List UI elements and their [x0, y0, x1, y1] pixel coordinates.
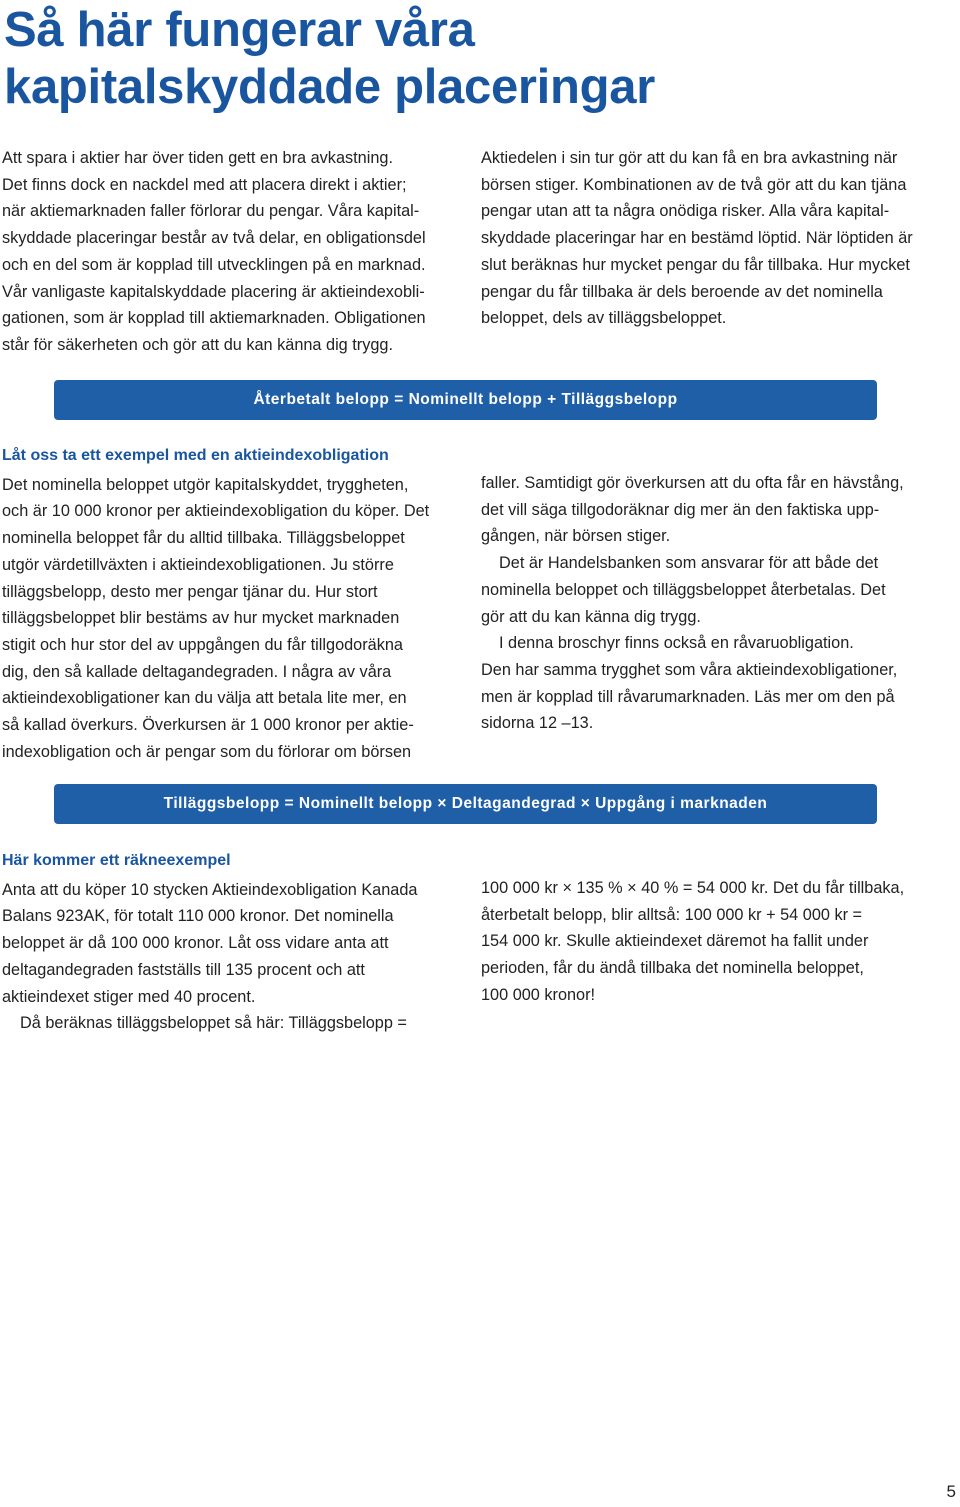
example-heading: Låt oss ta ett exempel med en aktieindexobligation	[2, 447, 389, 464]
example-right-paragraph-3: I denna broschyr finns också en råvaruobligation. Den har samma trygghet som våra aktieindexobligationer, men är kopplad till råvarumarknaden. Läs mer om den på sidorna 12 –13.	[481, 634, 898, 733]
example-left-column	[2, 443, 452, 765]
formula-repaid-amount: Återbetalt belopp = Nominellt belopp + Tilläggsbelopp	[54, 380, 877, 420]
example-right-column	[481, 470, 931, 737]
calc-left-column	[2, 848, 452, 1037]
formula-additional-amount: Tilläggsbelopp = Nominellt belopp × Deltagandegrad × Uppgång i marknaden	[54, 784, 877, 824]
calc-left-paragraph-1: Anta att du köper 10 stycken Aktieindexobligation Kanada Balans 923AK, för totalt 110 000 kronor. Det nominella beloppet är då 100 000 kronor. Låt oss vidare anta att deltagandegraden fastställs till 135 procent och att aktieindexet stiger med 40 procent.	[2, 880, 418, 1006]
page-title-line-1: Så här fungerar våra	[4, 3, 475, 57]
intro-right-column	[481, 145, 931, 332]
example-left-paragraph: Det nominella beloppet utgör kapitalskyddet, tryggheten, och är 10 000 kronor per aktieindexobligation du köper. Det nominella beloppet får du alltid tillbaka. Tilläggsbeloppet utgör värdetillväxten i aktieindexobligationen. Ju större tilläggsbelopp, desto mer pengar tjänar du. Hur stort tilläggsbeloppet blir bestäms av hur mycket marknaden stigit och hur stor del av uppgången du får tillgodoräkna dig, den så kallade deltagandegraden. I några av våra aktieindexobligationer kan du välja att betala lite mer, en så kallad överkurs. Överkursen är 1 000 kronor per aktie- indexobligation och är pengar som du förlorar om börsen	[2, 475, 430, 761]
intro-left-paragraph: Att spara i aktier har över tiden gett en bra avkastning. Det finns dock en nackdel med att placera direkt i aktier; när aktiemarknaden faller förlorar du pengar. Våra kapital- skyddade placeringar består av två delar, en obligationsdel och en del som är kopplad till utvecklingen på en marknad. Vår vanligaste kapitalskyddade placering är aktieindexobli- gationen, som är kopplad till aktiemarknaden. Obligationen står för säkerheten och gör att du kan känna dig trygg.	[2, 149, 426, 354]
intro-right-paragraph: Aktiedelen i sin tur gör att du kan få en bra avkastning när börsen stiger. Kombinationen av de två gör att du kan tjäna pengar utan att ta några onödiga risker. Alla våra kapital- skyddade placeringar har en bestämd löptid. När löptiden är slut beräknas hur mycket pengar du får tillbaka. Hur mycket pengar du får tillbaka är dels beroende av det nominella beloppet, dels av tilläggsbeloppet.	[481, 149, 913, 328]
calc-right-paragraph: 100 000 kr × 135 % × 40 % = 54 000 kr. Det du får tillbaka, återbetalt belopp, blir alltså: 100 000 kr + 54 000 kr = 154 000 kr. Skulle aktieindexet däremot ha fallit under perioden, får du ändå tillbaka det nominella beloppet, 100 000 kronor!	[481, 879, 905, 1004]
example-right-paragraph-1: faller. Samtidigt gör överkursen att du ofta får en hävstång, det vill säga tillgodoräknar dig mer än den faktiska upp- gången, när börsen stiger.	[481, 474, 904, 546]
page-title-line-2: kapitalskyddade placeringar	[4, 60, 655, 114]
page-title	[4, 2, 655, 116]
calc-heading: Här kommer ett räkneexempel	[2, 852, 231, 869]
calc-right-column	[481, 875, 931, 1009]
intro-left-column	[2, 145, 452, 359]
page-number: 5	[946, 1482, 956, 1501]
calc-left-paragraph-2: Då beräknas tilläggsbeloppet så här: Tilläggsbelopp =	[20, 1014, 407, 1033]
example-right-paragraph-2: Det är Handelsbanken som ansvarar för att både det nominella beloppet och tilläggsbeloppet återbetalas. Det gör att du kan känna dig trygg.	[481, 554, 886, 626]
